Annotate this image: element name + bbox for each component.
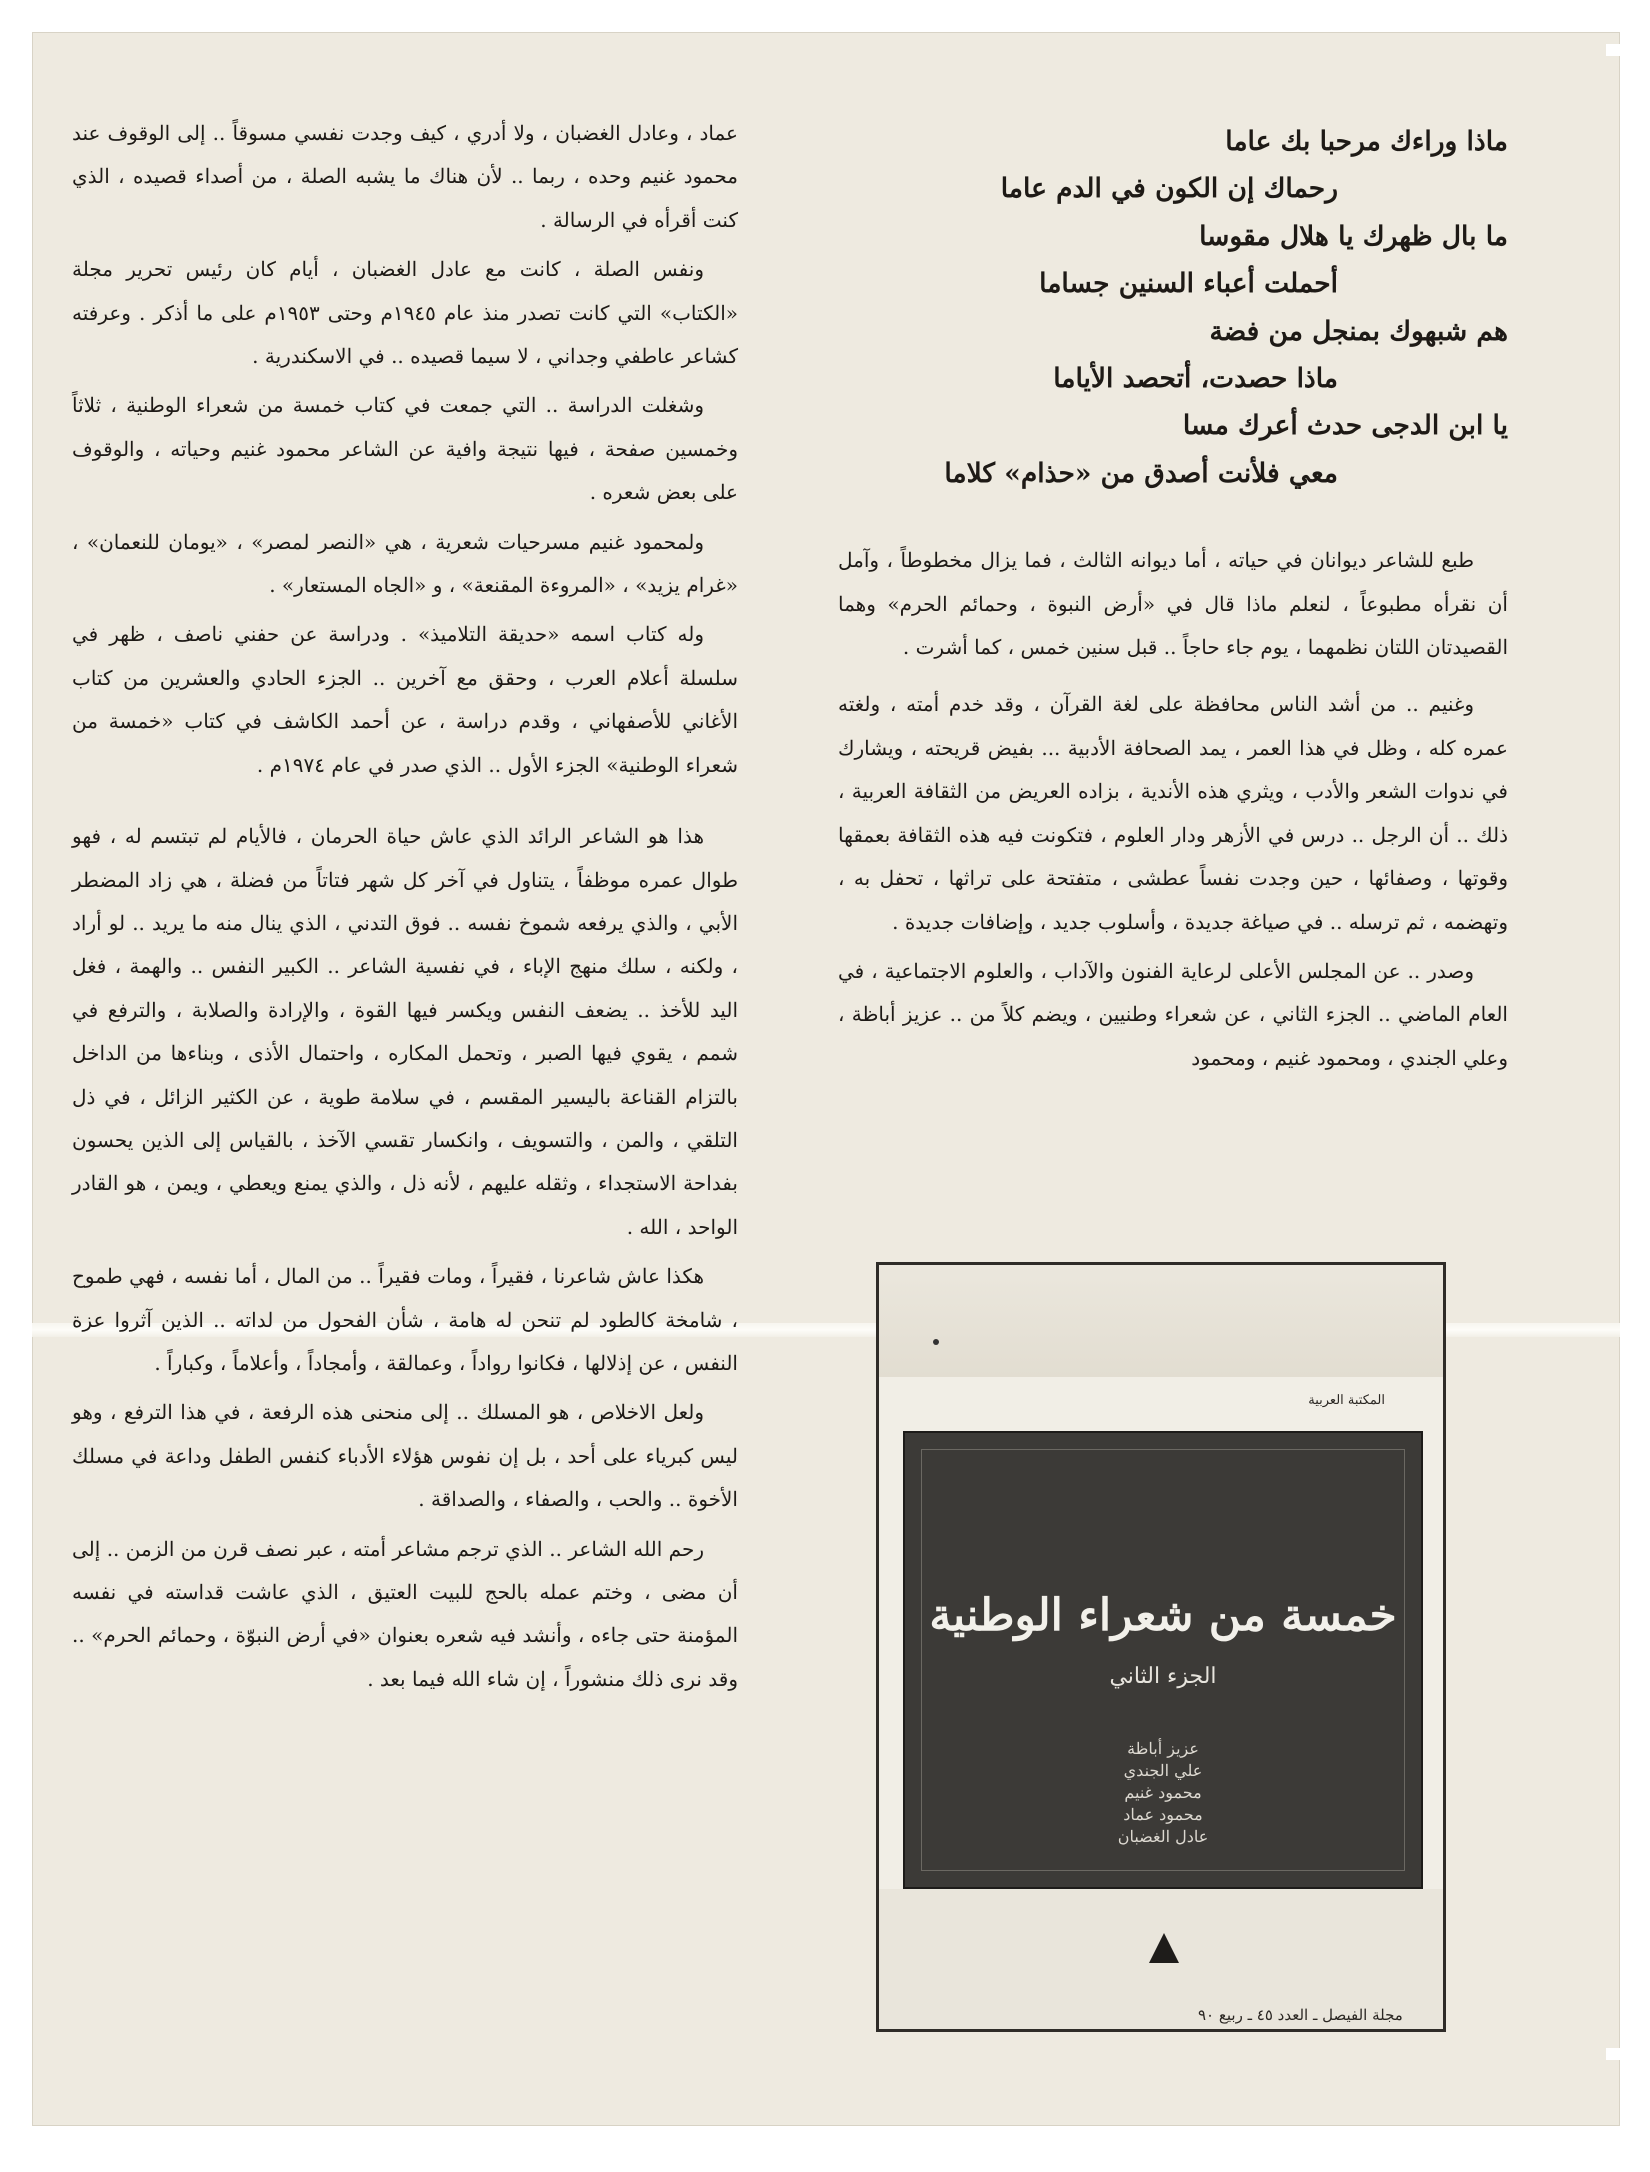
book-cover-frame [921, 1449, 1405, 1871]
book-author: علي الجندي [1123, 1761, 1203, 1780]
left-column [72, 112, 738, 1701]
right-column [838, 118, 1508, 1080]
book-author: عادل الغضبان [1117, 1827, 1209, 1846]
paragraph: وصدر .. عن المجلس الأعلى لرعاية الفنون والآداب ، والعلوم الاجتماعية ، في العام الماضي .. الجزء الثاني ، عن شعراء وطنيين ، ويضم كلاً من .. عزيز أباظة ، وعلي الجندي ، ومحمود غنيم ، ومحمود [838, 958, 1508, 1070]
book-subtitle: الجزء الثاني [1109, 1664, 1217, 1689]
paragraph: هذا هو الشاعر الرائد الذي عاش حياة الحرمان ، فالأيام لم تبتسم له ، فهو طوال عمره موظفاً ، يتناول في آخر كل شهر فتاتاً من فضلة ، هي زاد المضطر الأبي ، والذي يرفعه شموخ نفسه .. فوق التدني ، الذي ينال منه ما يريد .. لو أراد ، ولكنه ، سلك منهج الإباء ، في نفسية الشاعر .. الكبير النفس .. والهمة ، فغل اليد للأخذ .. يضعف النفس ويكسر فيها القوة ، والإرادة والصلابة ، والترفع في شمم ، يقوي فيها الصبر ، وتحمل المكاره ، واحتمال الأذى ، وبناءها من الداخل بالتزام القناعة باليسير المقسم ، في سلامة طوية ، عن الكثير الزائل ، في ذل التلقي ، والمن ، والتسويف ، وانكسار تقسي الآخذ ، بالقياس إلى الذين يحسون بفداحة الاستجداء ، وثقله عليهم ، لأنه ذل ، والذي يمنع ويعطي ، ويمن ، هو القادر الواحد ، الله . [72, 824, 738, 1239]
book-cover-image [876, 1262, 1446, 2032]
poem-verse: ماذا وراءك مرحبا بك عاما [1225, 126, 1508, 157]
book-authors [922, 1738, 1404, 1848]
book-title: خمسة من شعراء الوطنية [929, 1590, 1397, 1641]
scan-corner-mark [1606, 2048, 1620, 2060]
paragraph: رحم الله الشاعر .. الذي ترجم مشاعر أمته ، عبر نصف قرن من الزمن .. إلى أن مضى ، وختم عمله بالحج للبيت العتيق ، الذي عاشت قداسته في نفسه المؤمنة حتى جاءه ، وأنشد فيه شعره بعنوان «في أرض النبوّة ، وحمائم الحرم» .. وقد نرى ذلك منشوراً ، إن شاء الله فيما بعد . [72, 1536, 738, 1691]
poem-verse: معي فلأنت أصدق من «حذام» كلاما [944, 457, 1338, 489]
paragraph: ونفس الصلة ، كانت مع عادل الغضبان ، أيام كان رئيس تحرير مجلة «الكتاب» التي كانت تصدر منذ عام ١٩٤٥م وحتى ١٩٥٣م على ما أذكر . وعرفته كشاعر عاطفي وجداني ، لا سيما قصيده .. في الاسكندرية . [72, 257, 738, 369]
paragraph: هكذا عاش شاعرنا ، فقيراً ، ومات فقيراً .. من المال ، أما نفسه ، فهي طموح ، شامخة كالطود لم تنحن له هامة ، شأن الفحول من لداته .. الذين آثروا عزة النفس ، عن إذلالها ، فكانوا رواداً ، وعمالقة ، وأمجاداً ، وأعلاماً ، وكباراً . [72, 1264, 738, 1375]
poem-verse: أحملت أعباء السنين جساما [1039, 268, 1338, 300]
paragraph: وله كتاب اسمه «حديقة التلاميذ» . ودراسة عن حفني ناصف ، ظهر في سلسلة أعلام العرب ، وحقق مع آخرين .. الجزء الحادي والعشرين من كتاب الأغاني للأصفهاني ، وقدم دراسة ، عن أحمد الكاشف في كتاب «خمسة من شعراء الوطنية» الجزء الأول .. الذي صدر في عام ١٩٧٤م . [72, 622, 738, 777]
book-author: محمود عماد [1123, 1805, 1203, 1824]
book-cover-speck [933, 1339, 939, 1345]
page-footer: مجلة الفيصل ـ العدد ٤٥ ـ ربيع ٩٠ [1198, 2006, 1403, 2024]
paragraph: وشغلت الدراسة .. التي جمعت في كتاب خمسة من شعراء الوطنية ، ثلاثاً وخمسين صفحة ، فيها نتيجة وافية عن الشاعر محمود غنيم وحياته ، والوقوف على بعض شعره . [72, 393, 738, 505]
paragraph: طبع للشاعر ديوانان في حياته ، أما ديوانه الثالث ، فما يزال مخطوطاً ، وآمل أن نقرأه مطبوعاً ، لنعلم ماذا قال في «أرض النبوة ، وحمائم الحرم» وهما القصيدتان اللتان نظمهما ، يوم جاء حاجاً .. قبل سنين خمس ، كما أشرت . [838, 548, 1508, 660]
book-author: عزيز أباظة [1127, 1739, 1199, 1758]
book-cover-top [879, 1265, 1443, 1377]
publisher-logo-icon [1149, 1933, 1179, 1963]
book-author: محمود غنيم [1124, 1783, 1202, 1802]
poem-verse: هم شبهوك بمنجل من فضة [1209, 315, 1508, 347]
paragraph: ولمحمود غنيم مسرحيات شعرية ، هي «النصر لمصر» ، «يومان للنعمان» ، «غرام يزيد» ، «المروءة المقنعة» ، و «الجاه المستعار» . [72, 529, 738, 598]
paragraph: وغنيم .. من أشد الناس محافظة على لغة القرآن ، وقد خدم أمته ، ولغته عمره كله ، وظل في هذا العمر ، يمد الصحافة الأدبية ... بفيض قريحته ، ويشارك في ندوات الشعر والأدب ، ويثري هذه الأندية ، بزاده العريض من الثقافة العربية ، ذلك .. أن الرجل .. درس في الأزهر ودار العلوم ، فتكونت فيه هذه الثقافة بعمقها وقوتها ، وصفائها ، حين وجدت نفساً عطشى ، متفتحة على تراثها ، تحفل به ، وتهضمه ، ثم ترسله .. في صياغة جديدة ، وأسلوب جديد ، وإضافات جديدة . [838, 692, 1508, 934]
book-publisher: المكتبة العربية [1308, 1393, 1385, 1408]
book-cover-panel [903, 1431, 1423, 1889]
scan-corner-mark [1606, 44, 1620, 56]
paragraph: ولعل الاخلاص ، هو المسلك .. إلى منحنى هذه الرفعة ، في هذا الترفع ، وهو ليس كبرياء على أحد ، بل إن نفوس هؤلاء الأدباء كنفس الطفل وداعة في مسلك الأخوة .. والحب ، والصفاء ، والصداقة . [72, 1400, 738, 1512]
paragraph: عماد ، وعادل الغضبان ، ولا أدري ، كيف وجدت نفسي مسوقاً .. إلى الوقوف عند محمود غنيم وحده ، ربما .. لأن هناك ما يشبه الصلة ، من أصداء قصيده ، الذي كنت أقرأه في الرسالة . [72, 121, 738, 232]
poem-verse: ما بال ظهرك يا هلال مقوسا [1199, 220, 1508, 252]
poem-verse: رحماك إن الكون في الدم عاما [1000, 173, 1338, 205]
poem [838, 118, 1508, 497]
poem-verse: ماذا حصدت، أتحصد الأياما [1053, 363, 1338, 395]
poem-verse: يا ابن الدجى حدث أعرك مسا [1182, 410, 1508, 442]
